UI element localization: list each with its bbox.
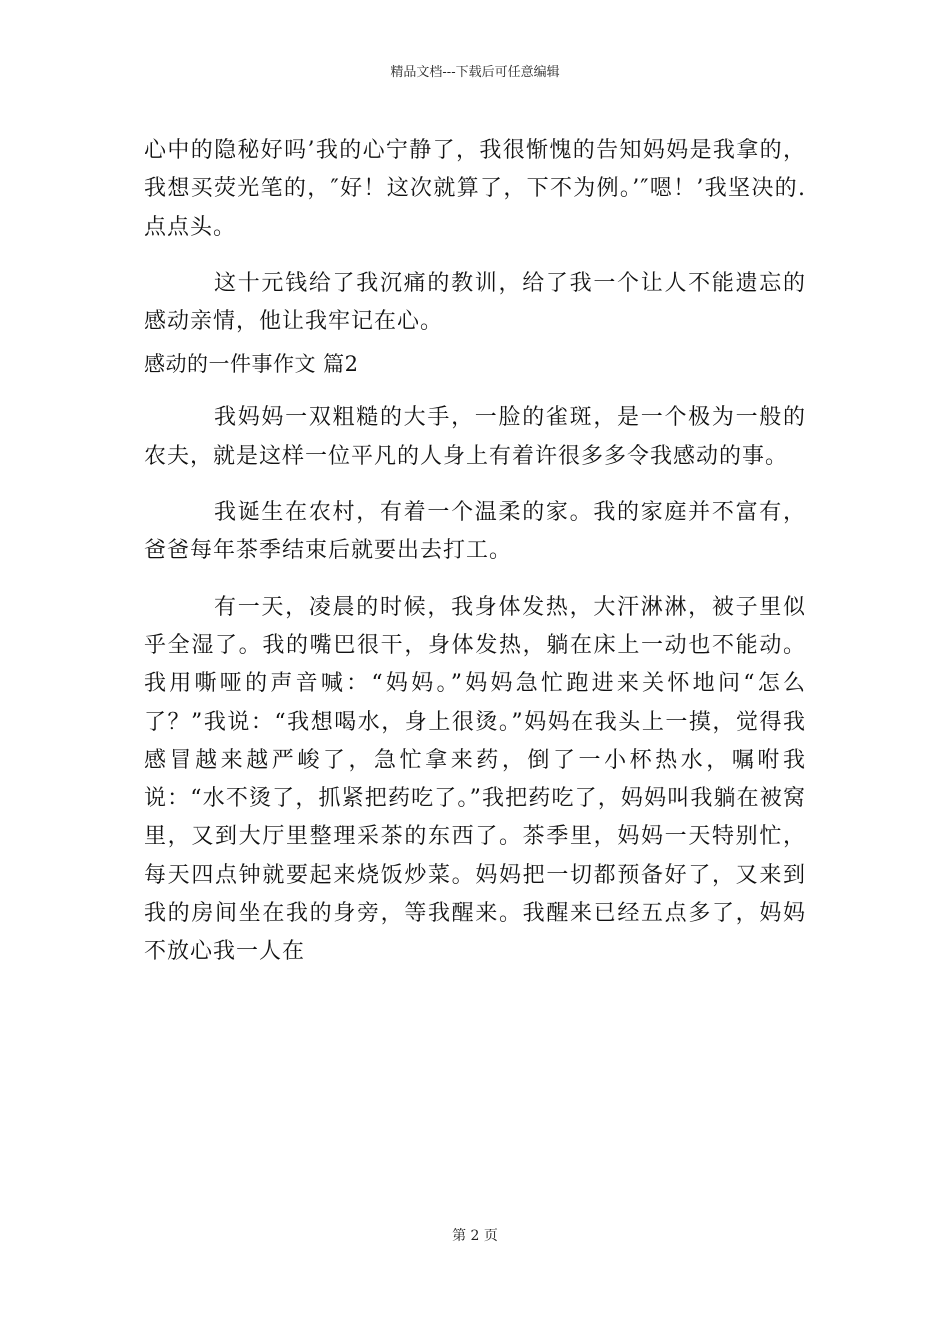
document-body — [144, 132, 806, 972]
page-header: 精品文档---下载后可任意编辑 — [390, 65, 560, 80]
paragraph: 有一天，凌晨的时候，我身体发热，大汗淋淋，被子里似乎全湿了。我的嘴巴很干，身体发热，躺在床上一动也不能动。我用嘶哑的声音喊：“妈妈。”妈妈急忙跑进来关怀地问“怎么了？”我说：“我想喝水，身上很烫。”妈妈在我头上一摸，觉得我感冒越来越严峻了，急忙拿来药，倒了一小杯热水，嘱咐我说：“水不烫了，抓紧把药吃了。”我把药吃了，妈妈叫我躺在被窝里，又到大厅里整理采茶的东西了。茶季里，妈妈一天特别忙，每天四点钟就要起来烧饭炒菜。妈妈把一切都预备好了，又来到我的房间坐在我的身旁，等我醒来。我醒来已经五点多了，妈妈不放心我一人在 — [144, 594, 806, 965]
paragraph: 我妈妈一双粗糙的大手，一脸的雀斑，是一个极为一般的农夫，就是这样一位平凡的人身上有着许很多多令我感动的事。 — [144, 405, 806, 469]
section-heading: 感动的一件事作文 篇2 — [144, 352, 359, 377]
paragraph: 这十元钱给了我沉痛的教训，给了我一个让人不能遗忘的感动亲情，他让我牢记在心。 — [144, 270, 806, 335]
paragraph: 我诞生在农村，有着一个温柔的家。我的家庭并不富有，爸爸每年茶季结束后就要出去打工。 — [144, 500, 806, 564]
paragraph-continuation: 心中的隐秘好吗’我的心宁静了，我很惭愧的告知妈妈是我拿的，我想买荧光笔的，″好！这次就算了，下不为例。’″嗯！’我坚决的.点点头。 — [144, 138, 806, 240]
page-number: 第 2 页 — [452, 1228, 498, 1244]
